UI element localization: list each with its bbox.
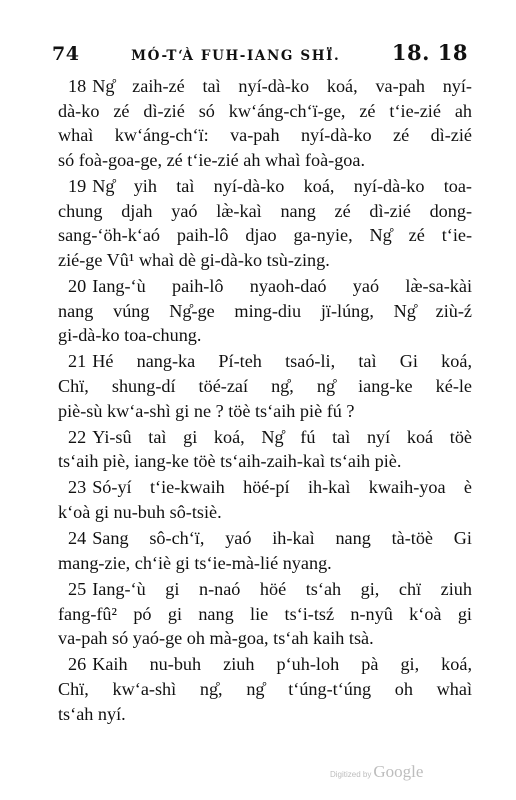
verse-number: 19 [68, 175, 87, 196]
verse-paragraph [58, 652, 472, 726]
verse-text: Só-yí t‘ie-kwaih höé-pí ih-kaì kwaih-yoa è [92, 477, 472, 498]
verse-text: Iang-‘ù paih-lô nyaoh-daó yaó læ̀-sa-kài [92, 275, 472, 296]
running-title: MÓ-T‘À FUH-IANG SHÏ. [131, 48, 341, 64]
verse-line [58, 652, 472, 677]
verse-line [58, 677, 472, 702]
verse-number: 26 [68, 654, 87, 675]
verse-line [58, 449, 472, 474]
page-body [58, 74, 472, 728]
chapter-verse-reference: 18. 18 [391, 40, 468, 65]
verse-text: só foà-goa-ge, zé t‘ie-zié ah whaì foà-goa. [58, 149, 366, 170]
verse-paragraph [58, 475, 472, 524]
verse-text: sang-‘öh-k‘aó paih-lô djao ga-nyie, Ng̊ zé t‘ie- [58, 225, 472, 246]
google-logo: Google [373, 762, 424, 781]
verse-text: zié-ge Vû¹ whaì dè gi-dà-ko tsù-zing. [58, 249, 330, 270]
verse-paragraph [58, 425, 472, 474]
verse-number: 18 [68, 76, 87, 96]
verse-text: k‘oà gi nu-buh sô-tsiè. [58, 502, 222, 523]
verse-line [58, 526, 472, 551]
verse-paragraph [58, 349, 472, 423]
verse-number: 25 [68, 579, 87, 600]
verse-paragraph [58, 526, 472, 575]
verse-line [58, 349, 472, 374]
verse-paragraph [58, 274, 472, 348]
verse-text: piè-sù kw‘a-shì gi ne ? töè ts‘aih piè fú ? [58, 400, 355, 421]
verse-line [58, 223, 472, 248]
verse-text: Chï, shung-dí töé-zaí ng̊, ng̊ iang-ke ké-le [58, 375, 472, 396]
verse-text: nang vúng Ng̊-ge ming-diu jï-lúng, Ng̊ ziù-ź [58, 300, 472, 321]
verse-paragraph [58, 577, 472, 651]
verse-line [58, 248, 472, 273]
verse-number: 24 [68, 528, 87, 549]
verse-text: Yi-sû taì gi koá, Ng̊ fú taì nyí koá töè [92, 426, 472, 447]
verse-text: chung djah yaó læ̀-kaì nang zé dì-zié dong- [58, 200, 472, 221]
verse-text: Ng̊ yih taì nyí-dà-ko koá, nyí-dà-ko toa- [92, 175, 472, 196]
verse-text: gi-dà-ko toa-chung. [58, 325, 202, 346]
verse-line [58, 99, 472, 124]
verse-line [58, 174, 472, 199]
verse-line [58, 148, 472, 173]
verse-line [58, 123, 472, 148]
verse-number: 22 [68, 426, 87, 447]
verse-text: Ng̊ zaih-zé taì nyí-dà-ko koá, va-pah nyí- [92, 76, 472, 96]
page-header [52, 40, 468, 70]
verse-line [58, 374, 472, 399]
verse-line [58, 602, 472, 627]
verse-line [58, 199, 472, 224]
verse-paragraph [58, 174, 472, 272]
verse-line [58, 299, 472, 324]
verse-line [58, 425, 472, 450]
verse-line [58, 399, 472, 424]
verse-line [58, 323, 472, 348]
verse-paragraph [58, 74, 472, 172]
verse-text: dà-ko zé dì-zié só kw‘áng-ch‘ï-ge, zé t‘ie-zié ah [58, 100, 472, 121]
verse-number: 23 [68, 477, 87, 498]
verse-line [58, 577, 472, 602]
verse-text: whaì kw‘áng-ch‘ï: va-pah nyí-dà-ko zé dì-zié [58, 125, 472, 146]
verse-line [58, 626, 472, 651]
digitized-by-google-watermark [330, 762, 423, 782]
verse-line [58, 475, 472, 500]
verse-line [58, 74, 472, 99]
verse-text: Iang-‘ù gi n-naó höé ts‘ah gi, chï ziuh [92, 579, 472, 600]
verse-text: mang-zie, ch‘iè gi ts‘ie-mà-lié nyang. [58, 552, 332, 573]
verse-text: Hé nang-ka Pí-teh tsaó-li, taì Gi koá, [92, 351, 472, 372]
verse-line [58, 702, 472, 727]
verse-line [58, 500, 472, 525]
page-number: 74 [52, 43, 80, 65]
verse-text: ts‘aih piè, iang-ke töè ts‘aih-zaih-kaì ts‘aih piè. [58, 451, 402, 472]
verse-line [58, 274, 472, 299]
verse-number: 21 [68, 351, 87, 372]
verse-text: Chï, kw‘a-shì ng̊, ng̊ t‘úng-t‘úng oh whaì [58, 679, 472, 699]
verse-text: Kaih nu-buh ziuh p‘uh-loh pà gi, koá, [92, 654, 472, 675]
verse-text: fang-fû² pó gi nang lie ts‘i-tsź n-nyû k‘oà gi [58, 603, 472, 624]
verse-text: Sang sô-ch‘ï, yaó ih-kaì nang tà-töè Gi [92, 528, 472, 549]
verse-text: ts‘ah nyí. [58, 703, 126, 724]
verse-text: va-pah só yaó-ge oh mà-goa, ts‘ah kaih tsà. [58, 628, 374, 649]
verse-line [58, 551, 472, 576]
verse-number: 20 [68, 275, 87, 296]
watermark-prefix: Digitized by [330, 770, 372, 779]
